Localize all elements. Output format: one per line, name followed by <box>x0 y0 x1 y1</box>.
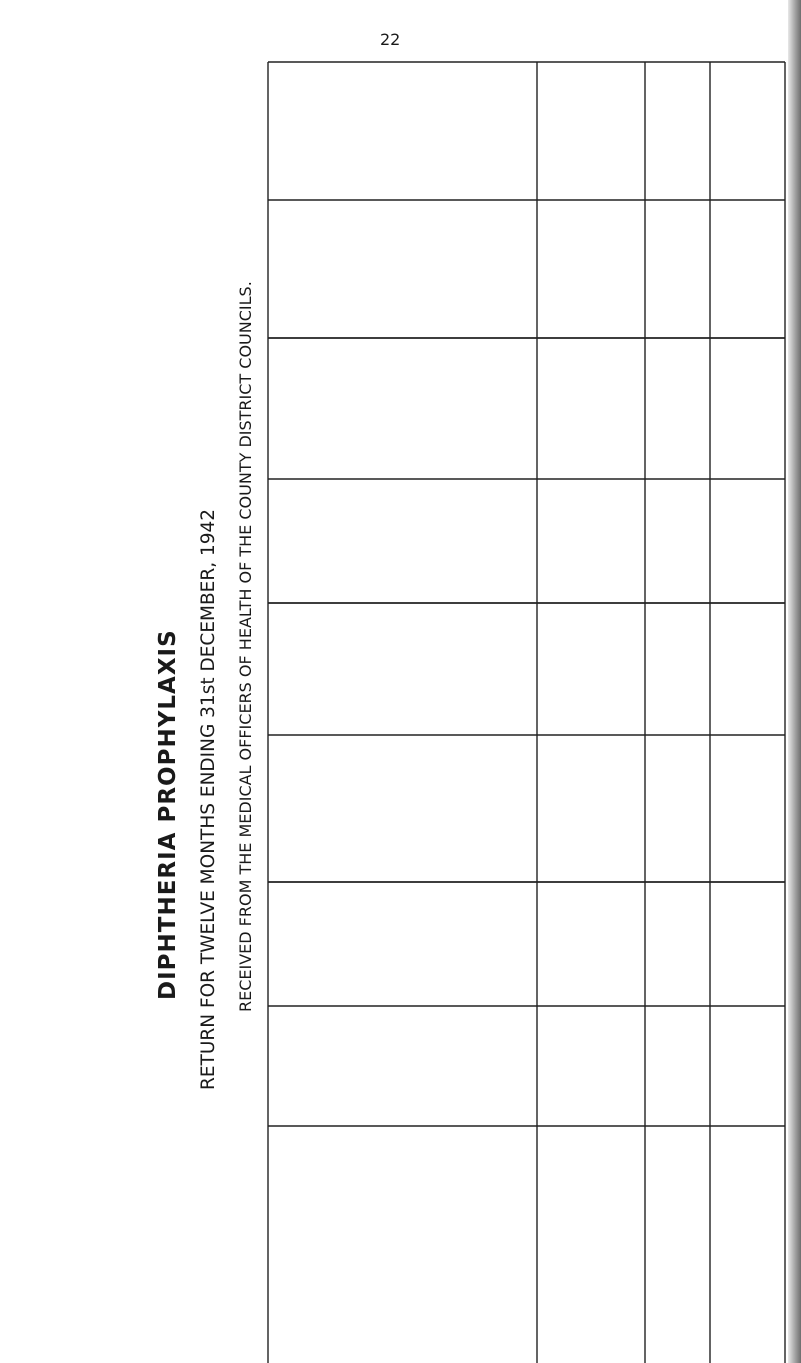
received-from: RECEIVED FROM THE MEDICAL OFFICERS OF HEALTH OF THE COUNTY DISTRICT COUNCILS. <box>236 281 255 1012</box>
table-grid <box>268 62 785 1363</box>
title: DIPHTHERIA PROPHYLAXIS <box>155 629 181 1000</box>
page-edge-shadow <box>788 0 801 1363</box>
page-number: 22 <box>380 30 401 49</box>
return-subtitle: RETURN FOR TWELVE MONTHS ENDING 31st DECEMBER, 1942 <box>198 508 219 1090</box>
